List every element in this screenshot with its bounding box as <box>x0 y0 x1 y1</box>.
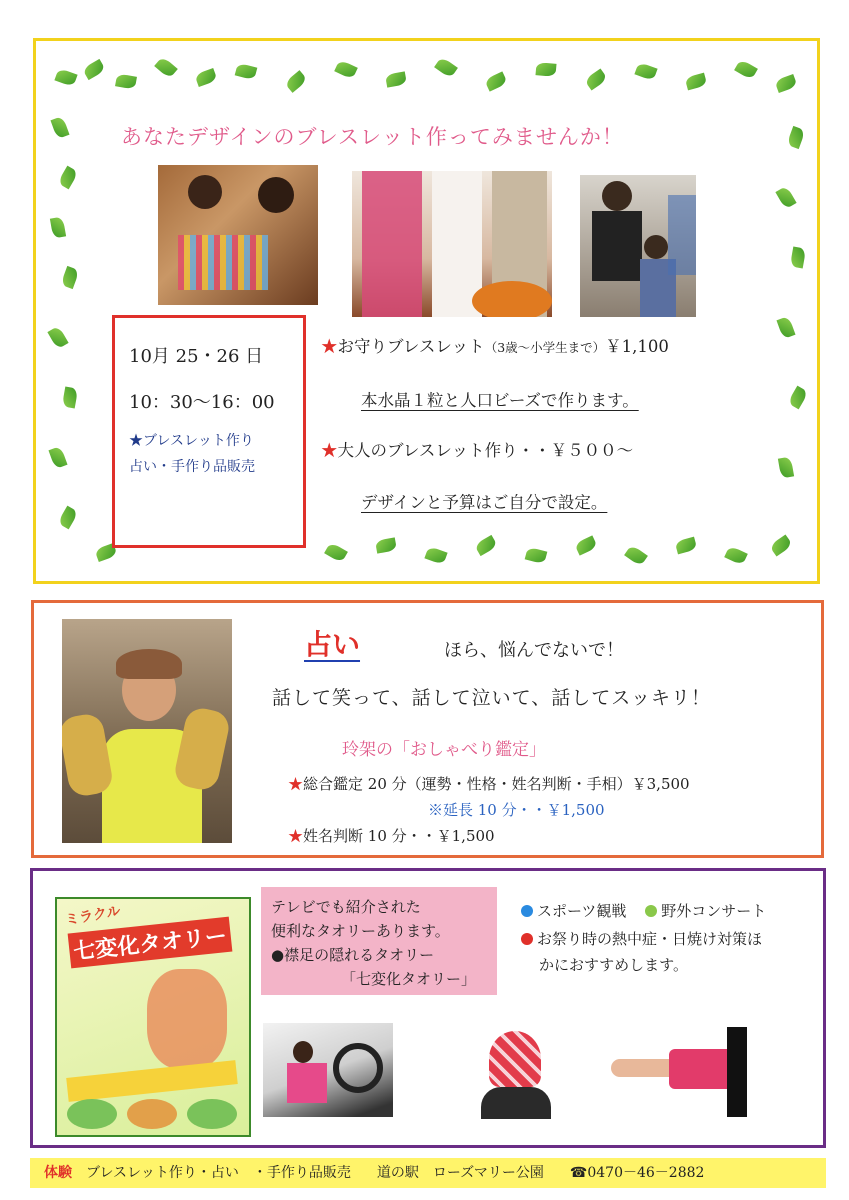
towel-use-2: 野外コンサート <box>661 902 767 920</box>
photo-towel-arm <box>607 1017 747 1117</box>
blue-dot-icon <box>521 905 533 917</box>
item2-line <box>321 437 633 461</box>
fortune-sub: 玲架の「おしゃべり鑑定」 <box>342 740 546 760</box>
fortune-menu-2-text: 姓名判断 10 分・・￥1,500 <box>303 827 495 845</box>
towel-use-3: お祭り時の熱中症・日焼け対策ほ <box>537 930 763 948</box>
event-time: 10：30〜16：00 <box>129 392 275 413</box>
star-icon: ★ <box>321 441 338 460</box>
fortune-section <box>31 600 824 858</box>
towel-use-row-2 <box>521 927 762 951</box>
poster-line-1: ミラクル <box>64 903 122 929</box>
photo-towel-head <box>471 1027 561 1119</box>
fortune-menu-2 <box>288 825 495 846</box>
towel-section <box>30 868 826 1148</box>
event-date: 10月 25・26 日 <box>129 346 264 367</box>
footer-place: 道の駅 ローズマリー公園 <box>376 1165 544 1181</box>
towel-use-1: スポーツ観戦 <box>537 902 627 920</box>
item1-line <box>321 333 669 357</box>
fortune-menu-1 <box>288 773 690 794</box>
footer-items: ブレスレット作り・占い ・手作り品販売 <box>86 1165 351 1181</box>
fortune-menu-1-ext: ※延長 10 分・・￥1,500 <box>428 801 605 819</box>
item1-note: （3歳〜小学生まで） <box>484 340 606 355</box>
item2-text: 大人のブレスレット作り・・￥５００〜 <box>337 441 634 460</box>
photo-towel-car <box>263 1023 393 1117</box>
bracelet-headline: あなたデザインのブレスレット作ってみませんか！ <box>121 125 624 149</box>
footer-phone: ☎0470－46－2882 <box>569 1165 705 1181</box>
poster-line-2: 七変化タオリー <box>68 917 233 969</box>
towel-use-row-1 <box>521 899 766 923</box>
green-dot-icon <box>645 905 657 917</box>
item1-desc: 本水晶１粒と人口ビーズで作ります。 <box>361 391 639 410</box>
fortune-catch: 話して笑って、話して泣いて、話してスッキリ！ <box>272 687 712 709</box>
star-icon: ★ <box>288 827 304 845</box>
star-icon: ★ <box>288 775 304 793</box>
footer-bar <box>30 1158 826 1188</box>
fortune-menu-1-text: 総合鑑定 20 分（運勢・性格・姓名判断・手相）￥3,500 <box>303 775 690 793</box>
towel-info-box <box>261 887 497 995</box>
towel-box-line-4: 「七変化タオリー」 <box>341 970 477 988</box>
photo-fortune-teller <box>62 619 232 843</box>
red-dot-icon <box>521 933 533 945</box>
fortune-tagline: ほら、悩んでないで！ <box>444 640 624 661</box>
footer-label: 体験 <box>44 1165 72 1181</box>
towel-box-line-2: 便利なタオリーあります。 <box>271 922 450 940</box>
item1-name: お守りブレスレット <box>337 337 485 356</box>
towel-box-line-1: テレビでも紹介された <box>271 898 421 916</box>
photo-children-beads <box>158 165 318 305</box>
bracelet-section <box>33 38 820 584</box>
photo-girls-bracelet <box>580 175 696 317</box>
fortune-title: 占い <box>304 628 361 661</box>
towel-poster <box>55 897 251 1137</box>
event-activity-1: ★ブレスレット作り <box>129 433 254 449</box>
towel-use-3b: かにおすすめします。 <box>539 956 688 974</box>
item1-price: ￥1,100 <box>605 337 669 356</box>
towel-box-line-3: ●襟足の隠れるタオリー <box>271 946 435 964</box>
event-activity-2: 占い・手作り品販売 <box>129 459 255 475</box>
item2-desc: デザインと予算はご自分で設定。 <box>361 493 608 512</box>
photo-bracelet-hands <box>352 171 552 317</box>
event-datetime-box <box>112 315 306 548</box>
star-icon: ★ <box>321 337 338 356</box>
